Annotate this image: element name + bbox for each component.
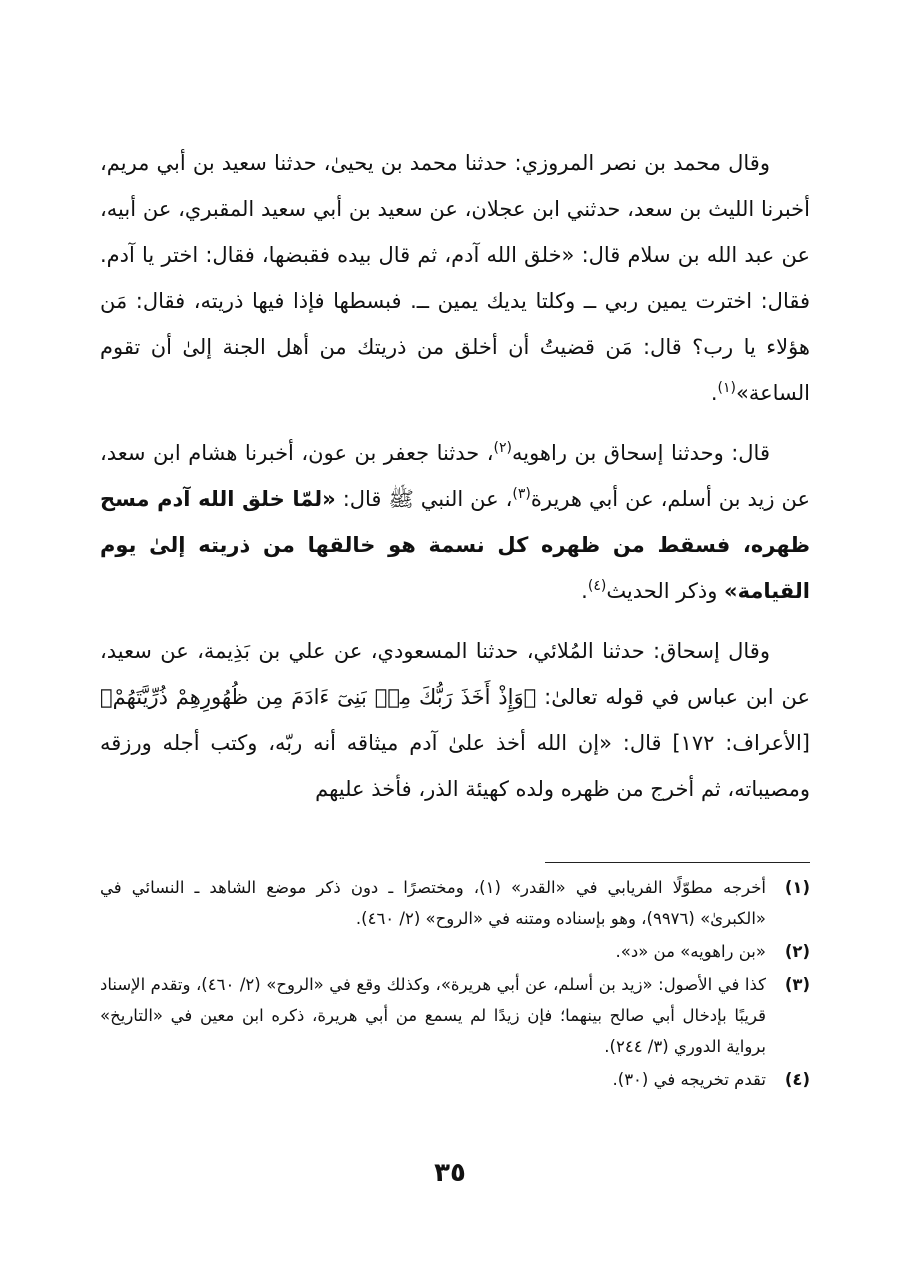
footnote-item — [100, 872, 810, 934]
footnote-ref[interactable]: (٣) — [512, 486, 531, 502]
footnote-text: تقدم تخريجه في (٣٠). — [612, 1070, 766, 1089]
main-text — [100, 140, 810, 826]
footnote-text: كذا في الأصول: «زيد بن أسلم، عن أبي هريرة»، وكذلك وقع في «الروح» (٢/ ٤٦٠)، وتقدم الإسناد قريبًا بإدخال أبي صالح بينهما؛ فإن زيدًا لم يسمع من أبي هريرة، ذكره ابن معين في «التاريخ» برواية الدوري (٣/ ٢٤٤). — [100, 975, 766, 1056]
footnotes — [100, 872, 810, 1097]
footnote-item — [100, 969, 810, 1062]
footnote-item — [100, 1064, 810, 1095]
paragraph — [100, 140, 810, 416]
footnote-number: (١) — [784, 878, 810, 897]
paragraph-text: وقال محمد بن نصر المروزي: حدثنا محمد بن يحيىٰ، حدثنا سعيد بن أبي مريم، أخبرنا الليث بن سعد، حدثني ابن عجلان، عن سعيد بن أبي سعيد المقبري، عن أبيه، عن عبد الله بن سلام قال: «خلق الله آدم، ثم قال بيده فقبضها، فقال: اختر يا آدم. فقال: اخترت يمين ربي ــ وكلتا يديك يمين ــ. فبسطها فإذا فيها ذريته، فقال: مَن هؤلاء يا رب؟ قال: مَن قضيتُ أن أخلق من ذريتك من أهل الجنة إلىٰ أن تقوم الساعة» — [100, 151, 810, 405]
paragraph-text: وقال إسحاق: حدثنا المُلائي، حدثنا المسعودي، عن علي بن بَذِيمة، عن سعيد، عن ابن عباس في قوله تعالىٰ: — [100, 639, 811, 709]
footnote-item — [100, 936, 810, 967]
footnote-ref[interactable]: (١) — [717, 380, 736, 396]
paragraph-text: [الأعراف: ١٧٢] قال: «إن الله أخذ علىٰ آدم ميثاقه أنه ربّه، وكتب أجله ورزقه ومصيباته، ثم أخرج من ظهره ولده كهيئة الذر، فأخذ عليهم — [100, 731, 810, 801]
footnote-text: «بن راهويه» من «د». — [615, 942, 766, 961]
hadith-quote: «لمّا خلق الله آدم مسح ظهره، فسقط من ظهره كل نسمة هو خالقها من ذريته إلىٰ يوم القيامة» — [100, 487, 810, 603]
footnote-number: (٤) — [784, 1070, 810, 1089]
paragraph — [100, 430, 810, 614]
page-number: ٣٥ — [434, 1158, 466, 1188]
footnote-divider — [545, 862, 810, 863]
paragraph — [100, 628, 810, 812]
paragraph-text: وذكر الحديث — [606, 579, 725, 603]
paragraph-end: . — [710, 381, 718, 405]
paragraph-text: ، حدثنا جعفر بن عون، أخبرنا هشام ابن سعد، عن زيد بن أسلم، عن أبي هريرة — [100, 441, 810, 511]
footnote-number: (٢) — [784, 942, 810, 961]
paragraph-end: . — [581, 579, 588, 603]
quran-verse: ﴿وَإِذْ أَخَذَ رَبُّكَ مِنۢ بَنِىٓ ءَادَمَ مِن ظُهُورِهِمْ ذُرِّيَّتَهُمْ﴾ — [100, 685, 537, 709]
paragraph-text: ، عن النبي ﷺ قال: — [335, 487, 513, 511]
footnote-text: أخرجه مطوّلًا الفريابي في «القدر» (١)، ومختصرًا ـ دون ذكر موضع الشاهد ـ النسائي في «الكبرىٰ» (٩٩٧٦)، وهو بإسناده ومتنه في «الروح» (٢/ ٤٦٠). — [100, 878, 766, 928]
footnote-ref[interactable]: (٢) — [493, 440, 512, 456]
footnote-number: (٣) — [784, 975, 810, 994]
paragraph-text: قال: وحدثنا إسحاق بن راهويه — [511, 441, 770, 465]
footnote-ref[interactable]: (٤) — [587, 578, 607, 594]
